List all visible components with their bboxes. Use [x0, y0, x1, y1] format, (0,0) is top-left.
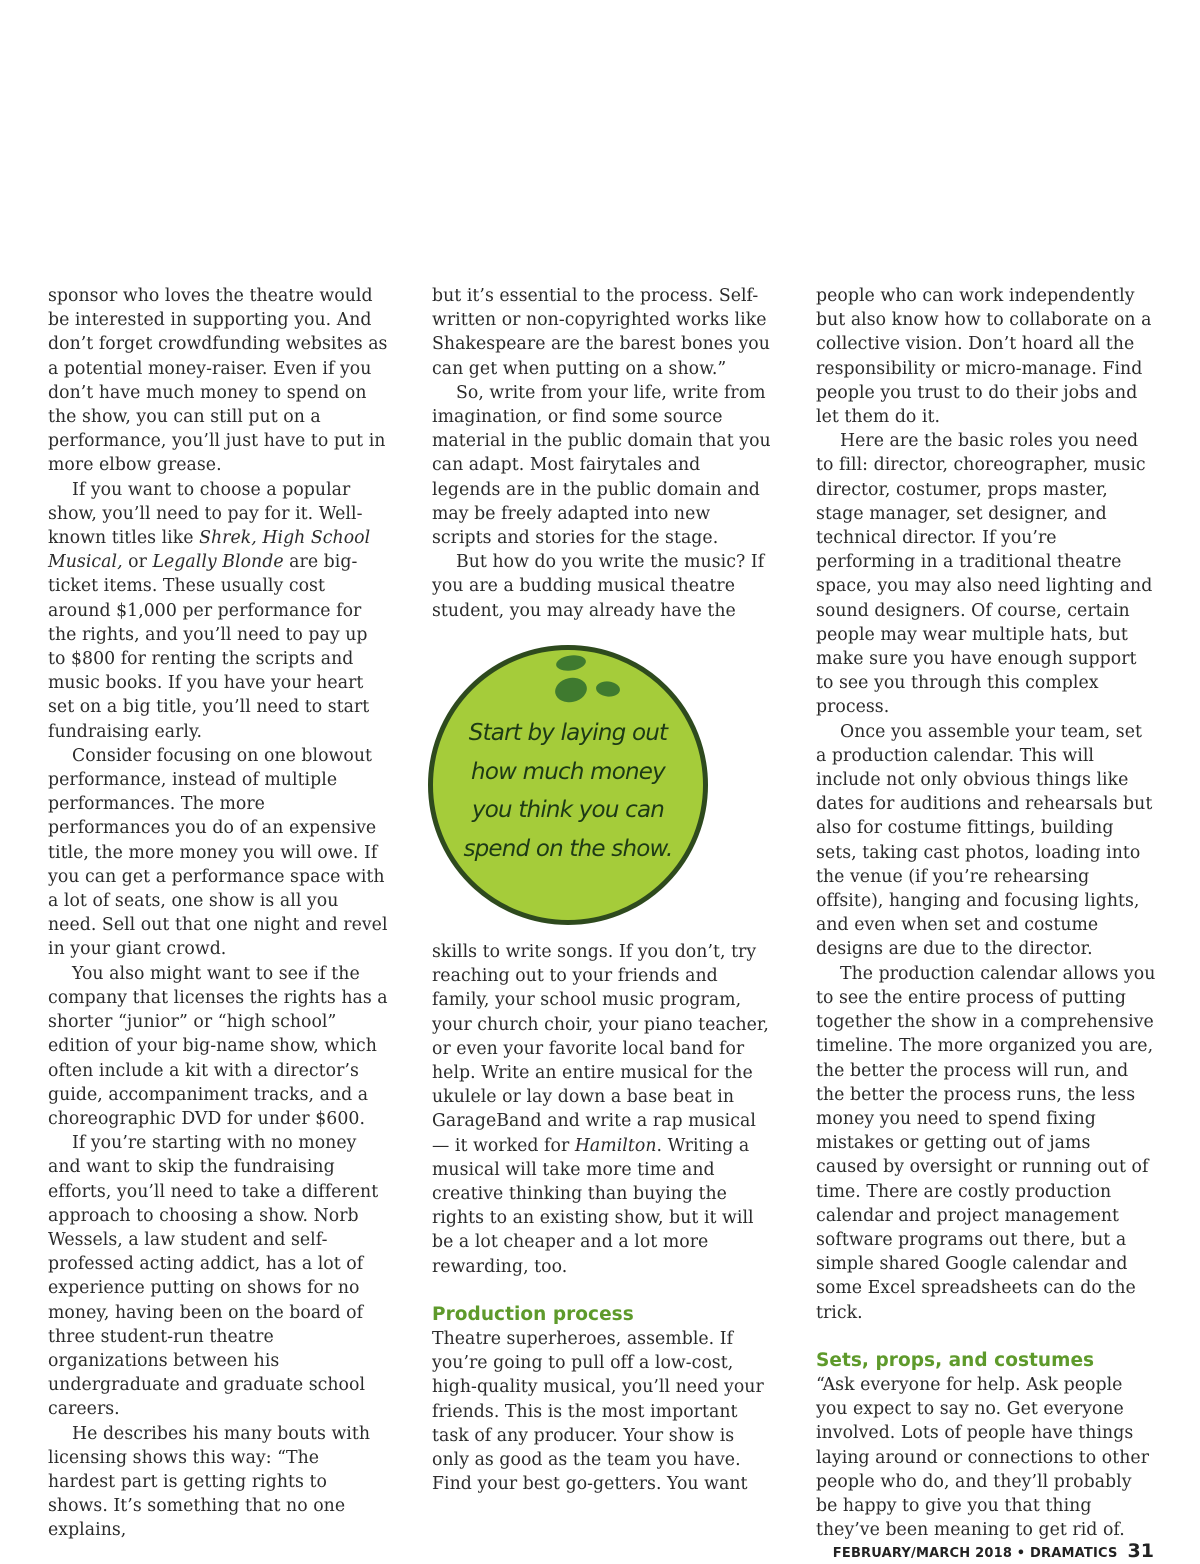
- text-run: skills to write songs. If you don’t, try reaching out to your friends and family, your school music program, your church choir, your piano teacher, or even your favorite local band for help. Write an entire musical for the ukulele or lay down a base beat in GarageBand and write a rap musical — it worked for: [432, 942, 769, 1156]
- paragraph: [48, 1422, 388, 1543]
- paragraph: [432, 284, 772, 381]
- pull-quote-text: Start by laying out how much money you think you can spend on the show.: [463, 720, 673, 862]
- text-run: So, write from your life, write from imagination, or find some source material in the public domain that you can adapt. Most fairytales and legends are in the public domain and may be freely adapted into new scripts and stories for the stage.: [432, 382, 771, 549]
- article-column-2-bottom: [432, 940, 772, 1496]
- italic-title: Hamilton: [574, 1135, 657, 1156]
- paragraph-spacer: [432, 1279, 772, 1303]
- italic-title: Legally Blonde: [152, 552, 284, 573]
- paragraph: [816, 284, 1156, 429]
- paragraph: [816, 429, 1156, 719]
- paragraph: [48, 284, 388, 478]
- paragraph-spacer: [816, 1325, 1156, 1349]
- page-number: 31: [1127, 1540, 1154, 1562]
- text-run: are big-ticket items. These usually cost around $1,000 per performance for the rights, and you’ll need to pay up to $800 for renting the scripts and music books. If you have your heart set on a big title, you’ll need to start fundraising early.: [48, 552, 370, 742]
- page-footer: [833, 1540, 1154, 1562]
- text-run: sponsor who loves the theatre would be interested in supporting you. And don’t forget crowdfunding websites as a potential money-raiser. Even if you don’t have much money to spend on the show, you can still put on a performance, you’ll just have to put in more elbow grease.: [48, 286, 388, 476]
- text-run: people who can work independently but also know how to collaborate on a collective vision. Don’t hoard all the responsibility or micro-manage. Find people you trust to do their jobs and let them do it.: [816, 286, 1152, 428]
- section-heading: Sets, props, and costumes: [816, 1349, 1095, 1371]
- text-run: The production calendar allows you to see the entire process of putting together the show in a comprehensive timeline. The more organized you are, the better the process will run, and the better the process runs, the less money you need to spend fixing mistakes or getting out of jams caused by oversight or running out of time. There are costly production calendar and project management software programs out there, but a simple shared Google calendar and some Excel spreadsheets can do the trick.: [816, 963, 1156, 1323]
- text-run: He describes his many bouts with licensing shows this way: “The hardest part is getting rights to shows. It’s something that no one explains,: [48, 1423, 371, 1541]
- text-run: but it’s essential to the process. Self-written or non-copyrighted works like Shakespeare are the barest bones you can get when putting on a show.”: [432, 286, 770, 379]
- paragraph: [816, 720, 1156, 962]
- article-column-1: [48, 284, 388, 1543]
- paragraph: [432, 550, 772, 623]
- text-run: “Ask everyone for help. Ask people you expect to say no. Get everyone involved. Lots of people have things laying around or connections to other people who do, and they’ll probably be happy to give you that thing they’ve been meaning to get rid of.: [816, 1374, 1150, 1541]
- text-run: or: [122, 552, 153, 573]
- text-run: . Writing a musical will take more time and creative thinking than buying the rights to an existing show, but it will be a lot cheaper and a lot more rewarding, too.: [432, 1135, 754, 1277]
- paragraph: [816, 1373, 1156, 1542]
- text-run: Here are the basic roles you need to fill: director, choreographer, music director, costumer, props master, stage manager, set designer, and technical director. If you’re performing in a traditional theatre space, you may also need lighting and sound designers. Of course, certain people may wear multiple hats, but make sure you have enough support to see you through this complex process.: [816, 431, 1153, 718]
- paragraph: [432, 940, 772, 1279]
- paragraph: [432, 381, 772, 550]
- text-run: You also might want to see if the company that licenses the rights has a shorter “junior” or “high school” edition of your big-name show, which often include a kit with a director’s guide, accompaniment tracks, and a choreographic DVD for under $600.: [48, 963, 388, 1129]
- text-run: Once you assemble your team, set a production calendar. This will include not only obvious things like dates for auditions and rehearsals but also for costume fittings, building sets, taking cast photos, loading into the venue (if you’re rehearsing offsite), hanging and focusing lights, and even when set and costume designs are due to the director.: [816, 721, 1153, 960]
- paragraph: [432, 1327, 772, 1496]
- article-column-2-top: [432, 284, 772, 623]
- text-run: But how do you write the music? If you are a budding musical theatre student, you may already have the: [432, 552, 765, 621]
- section-heading: Production process: [432, 1303, 634, 1325]
- issue-label: FEBRUARY/MARCH 2018 • DRAMATICS: [832, 1546, 1118, 1561]
- text-run: If you’re starting with no money and want to skip the fundraising efforts, you’ll need to take a different approach to choosing a show. Norb Wessels, a law student and self-professed acting addict, has a lot of experience putting on shows for no money, having been on the board of three student-run theatre organizations between his undergraduate and graduate school careers.: [48, 1133, 379, 1420]
- italic-title: Shrek, High School Musical,: [48, 528, 371, 573]
- text-run: If you want to choose a popular show, you’ll need to pay for it. Well-known titles like: [48, 479, 363, 549]
- article-column-3: [816, 284, 1156, 1542]
- paragraph: [816, 962, 1156, 1325]
- paragraph: [48, 478, 388, 744]
- text-run: Consider focusing on one blowout performance, instead of multiple performances. The more performances you do of an expensive title, the more money you will owe. If you can get a performance space with a lot of seats, one show is all you need. Sell out that one night and revel in your giant crowd.: [48, 745, 388, 960]
- text-run: Theatre superheroes, assemble. If you’re going to pull off a low-cost, high-quality musical, you’ll need your friends. This is the most important task of any producer. Your show is only as good as the team you have. Find your best go-getters. You want: [432, 1329, 764, 1495]
- paragraph: [48, 1131, 388, 1421]
- paragraph: [48, 744, 388, 962]
- paragraph: [48, 962, 388, 1131]
- decorative-stones-icon: [552, 653, 624, 705]
